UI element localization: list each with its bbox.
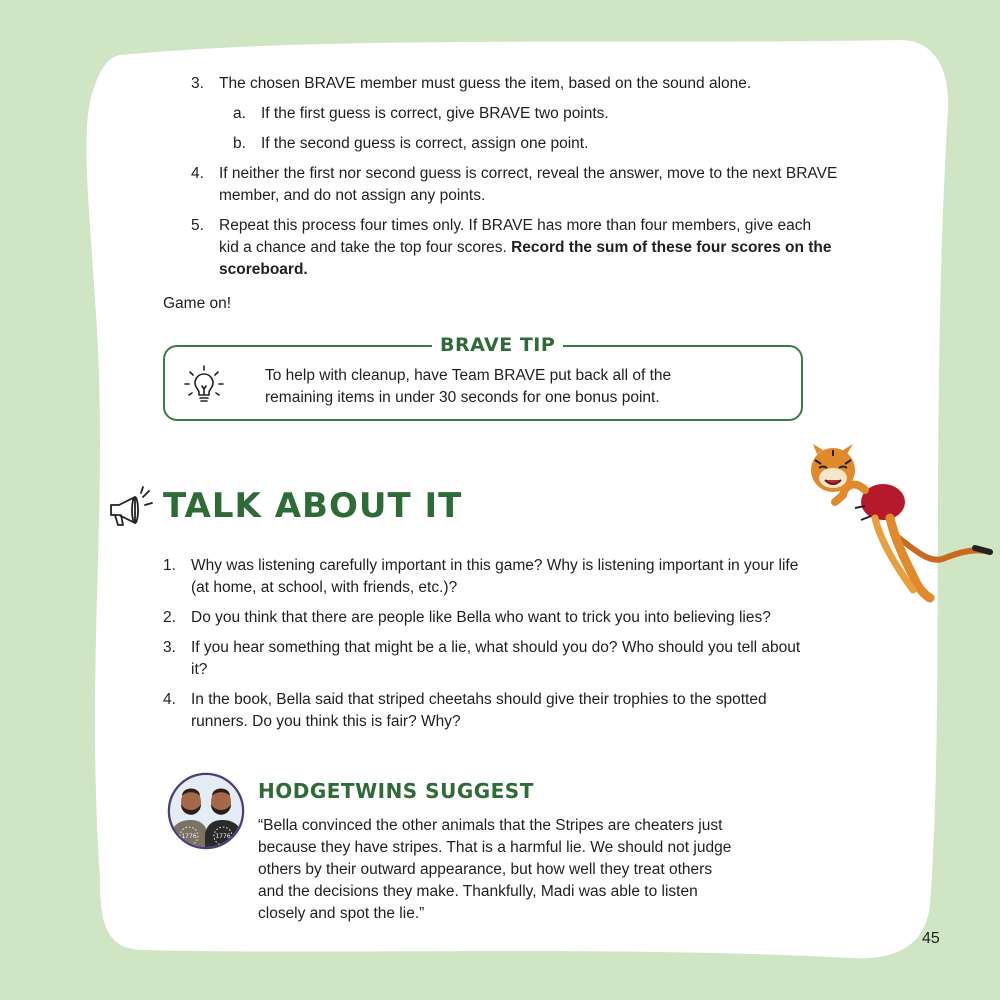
list-item bbox=[191, 215, 911, 281]
talk-about-it-title: TALK ABOUT IT bbox=[163, 486, 463, 526]
question-text: (at home, at school, with friends, etc.)? bbox=[191, 579, 458, 596]
quote-line: closely and spot the lie.” bbox=[258, 905, 425, 922]
tip-line: remaining items in under 30 seconds for one bonus point. bbox=[265, 389, 660, 406]
avatar-shirt-text: 1776 bbox=[215, 833, 231, 840]
lightbulb-icon bbox=[180, 362, 228, 410]
question-text: Do you think that there are people like Bella who want to trick you into believing lies? bbox=[191, 609, 771, 626]
list-number: 3. bbox=[163, 639, 176, 656]
list-text: kid a chance and take the top four scores. bbox=[219, 239, 512, 256]
tip-line: To help with cleanup, have Team BRAVE put back all of the bbox=[265, 367, 672, 384]
brave-tip-text bbox=[265, 365, 671, 409]
hodgetwins-title: HODGETWINS SUGGEST bbox=[258, 779, 534, 803]
list-text: If the second guess is correct, assign one point. bbox=[261, 135, 589, 152]
brave-tip-title: BRAVE TIP bbox=[432, 334, 563, 356]
list-text-bold: Record the sum of these four scores on the bbox=[511, 239, 832, 256]
quote-line: because they have stripes. That is a harmful lie. We should not judge bbox=[258, 839, 732, 856]
list-number: 5. bbox=[191, 217, 204, 234]
list-text: The chosen BRAVE member must guess the item, based on the sound alone. bbox=[219, 75, 752, 92]
avatar-shirt-text: 1776 bbox=[181, 833, 197, 840]
game-on-text: Game on! bbox=[163, 295, 232, 312]
question-text: runners. Do you think this is fair? Why? bbox=[191, 713, 461, 730]
list-letter: b. bbox=[233, 135, 246, 152]
question-text: Why was listening carefully important in this game? Why is listening important in your life bbox=[191, 557, 799, 574]
list-item bbox=[163, 689, 883, 733]
list-number: 4. bbox=[163, 691, 176, 708]
hodgetwins-avatar bbox=[167, 772, 245, 850]
list-number: 1. bbox=[163, 557, 176, 574]
list-subitem bbox=[233, 103, 911, 125]
question-text: If you hear something that might be a lie, what should you do? Who should you tell about bbox=[191, 639, 801, 656]
list-letter: a. bbox=[233, 105, 246, 122]
quote-line: “Bella convinced the other animals that the Stripes are cheaters just bbox=[258, 817, 723, 834]
discussion-questions bbox=[163, 555, 883, 733]
list-item bbox=[191, 163, 911, 207]
list-text: If neither the first nor second guess is correct, reveal the answer, move to the next BRAVE bbox=[219, 165, 838, 182]
list-subitem bbox=[233, 133, 911, 155]
list-number: 2. bbox=[163, 609, 176, 626]
list-item bbox=[163, 607, 883, 629]
list-text: member, and do not assign any points. bbox=[219, 187, 486, 204]
hodgetwins-quote bbox=[258, 815, 818, 925]
list-number: 4. bbox=[191, 165, 204, 182]
list-text: If the first guess is correct, give BRAVE two points. bbox=[261, 105, 609, 122]
list-item bbox=[191, 73, 911, 95]
quote-line: others by their outward appearance, but how well they treat others bbox=[258, 861, 713, 878]
instructions-list bbox=[191, 73, 911, 281]
list-text: Repeat this process four times only. If BRAVE has more than four members, give each bbox=[219, 217, 812, 234]
page-number: 45 bbox=[922, 930, 940, 947]
list-item bbox=[163, 637, 883, 681]
list-text-bold: scoreboard. bbox=[219, 261, 308, 278]
list-item bbox=[163, 555, 883, 599]
list-number: 3. bbox=[191, 75, 204, 92]
question-text: In the book, Bella said that striped cheetahs should give their trophies to the spotted bbox=[191, 691, 767, 708]
question-text: it? bbox=[191, 661, 208, 678]
megaphone-icon bbox=[105, 485, 155, 530]
quote-line: and the decisions they make. Thankfully, Madi was able to listen bbox=[258, 883, 698, 900]
